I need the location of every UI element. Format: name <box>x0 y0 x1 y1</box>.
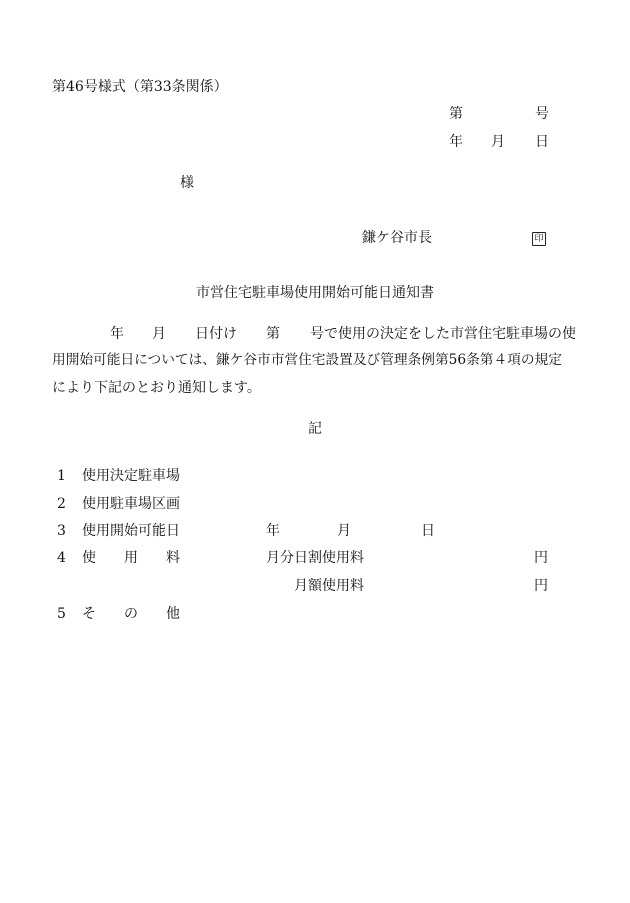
ki-heading: 記 <box>308 421 322 437</box>
item-2-label: 使用駐車場区画 <box>82 496 180 512</box>
body-dated: 日付け <box>195 326 237 342</box>
form-number: 第46号様式（第33条関係） <box>52 79 228 95</box>
monthly-fee-label: 月額使用料 <box>294 578 364 594</box>
header-day: 日 <box>535 134 549 150</box>
seal-mark <box>532 230 546 246</box>
daily-fee-unit: 円 <box>534 550 548 566</box>
item-4-label-char-2: 用 <box>124 550 138 566</box>
body-line1-rest: 号で使用の決定をした市営住宅駐車場の使 <box>310 326 576 342</box>
item-5-number: 5 <box>57 606 66 622</box>
body-year: 年 <box>110 326 124 342</box>
item-5-label-char-3: 他 <box>166 606 180 622</box>
body-month: 月 <box>152 326 166 342</box>
body-line2: 用開始可能日については、鎌ケ谷市市営住宅設置及び管理条例第56条第４項の規定 <box>52 352 562 368</box>
item-3-year: 年 <box>266 523 280 539</box>
sender-name: 鎌ケ谷市長 <box>362 230 432 246</box>
header-dai: 第 <box>449 106 463 122</box>
header-go: 号 <box>535 106 549 122</box>
body-line3: により下記のとおり通知します。 <box>52 380 261 396</box>
item-2-number: 2 <box>57 496 66 512</box>
item-1-label: 使用決定駐車場 <box>82 468 180 484</box>
document-title: 市営住宅駐車場使用開始可能日通知書 <box>196 285 434 301</box>
item-4-number: 4 <box>57 550 66 566</box>
body-dai: 第 <box>266 326 280 342</box>
monthly-fee-unit: 円 <box>534 578 548 594</box>
item-5-label-char-2: の <box>124 606 138 622</box>
item-3-month: 月 <box>337 523 351 539</box>
item-3-day: 日 <box>421 523 435 539</box>
item-4-label-char-1: 使 <box>82 550 96 566</box>
item-3-number: 3 <box>57 523 66 539</box>
header-year: 年 <box>449 134 463 150</box>
item-1-number: 1 <box>57 468 66 484</box>
header-month: 月 <box>491 134 505 150</box>
seal-icon: 印 <box>532 232 546 246</box>
item-4-label-char-3: 料 <box>166 550 180 566</box>
daily-fee-label: 月分日割使用料 <box>266 550 364 566</box>
item-5-label-char-1: そ <box>82 606 96 622</box>
item-3-label: 使用開始可能日 <box>82 523 180 539</box>
addressee-sama: 様 <box>180 175 194 191</box>
